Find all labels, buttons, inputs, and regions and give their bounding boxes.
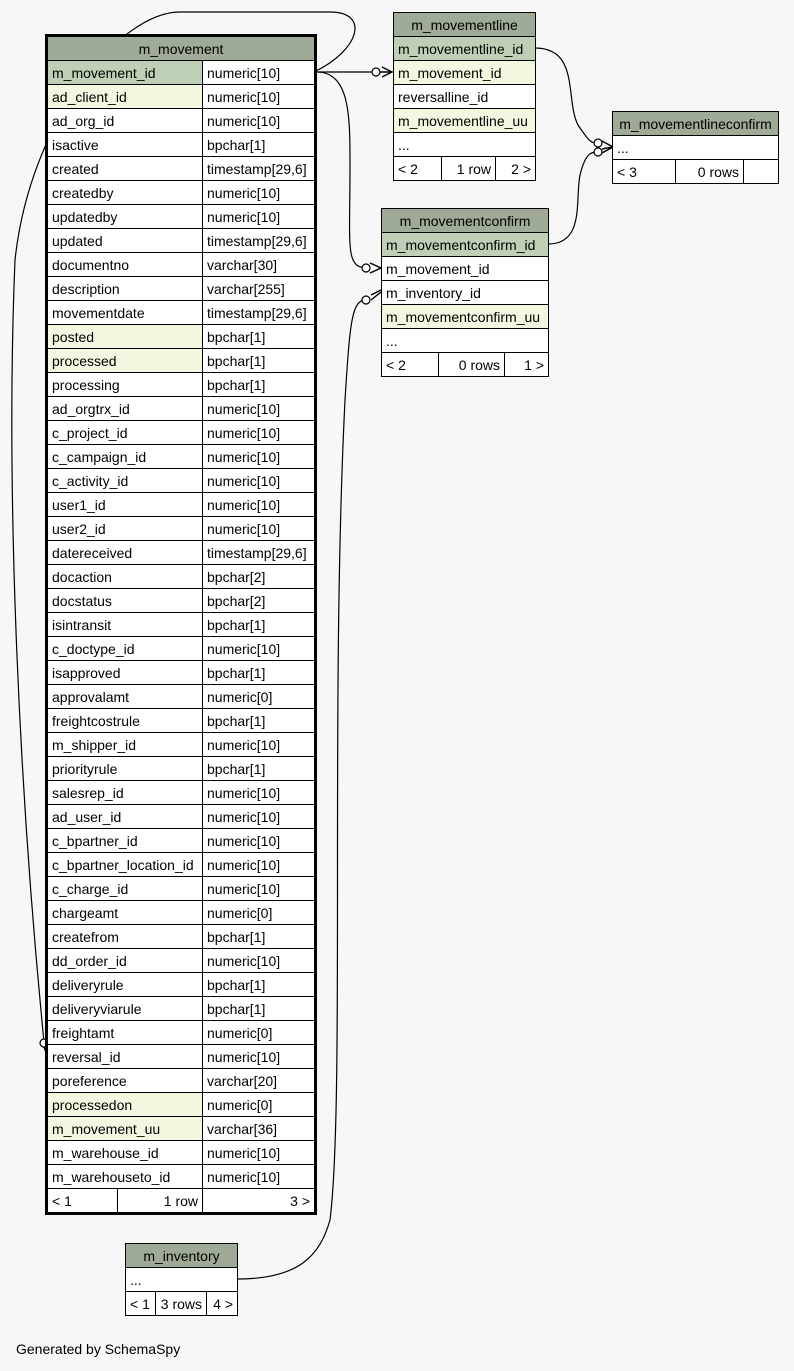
column-name: c_project_id	[48, 421, 203, 445]
column-type: numeric[10]	[203, 1045, 315, 1069]
column-type: varchar[30]	[203, 253, 315, 277]
column-type: numeric[10]	[203, 493, 315, 517]
table-m_inventory[interactable]	[125, 1243, 238, 1316]
column-name: c_bpartner_id	[48, 829, 203, 853]
edge-optional-marker	[594, 148, 602, 156]
column-name: ...	[394, 133, 536, 157]
column-type: numeric[10]	[203, 109, 315, 133]
column-name: created	[48, 157, 203, 181]
column-row[interactable]	[48, 661, 315, 685]
column-type: bpchar[1]	[203, 709, 315, 733]
column-name: createdby	[48, 181, 203, 205]
column-row[interactable]	[48, 685, 315, 709]
column-type: bpchar[1]	[203, 757, 315, 781]
column-type: timestamp[29,6]	[203, 301, 315, 325]
column-name: docstatus	[48, 589, 203, 613]
column-type: numeric[10]	[203, 733, 315, 757]
column-type: numeric[10]	[203, 1165, 315, 1189]
column-type: numeric[10]	[203, 445, 315, 469]
edge-movementconfirm-movement	[314, 72, 368, 268]
column-type: bpchar[1]	[203, 325, 315, 349]
column-name: m_movementline_id	[394, 37, 536, 61]
column-type: bpchar[1]	[203, 997, 315, 1021]
column-type: numeric[10]	[203, 781, 315, 805]
column-type: numeric[10]	[203, 877, 315, 901]
parents-count[interactable]: < 2	[382, 353, 439, 377]
column-type: bpchar[1]	[203, 133, 315, 157]
column-row[interactable]	[394, 133, 536, 157]
column-row[interactable]	[48, 1069, 315, 1093]
column-name: isapproved	[48, 661, 203, 685]
column-type: bpchar[1]	[203, 349, 315, 373]
table-footer-row	[382, 353, 549, 377]
column-name: poreference	[48, 1069, 203, 1093]
column-row[interactable]	[48, 397, 315, 421]
column-row[interactable]	[48, 1117, 315, 1141]
column-row[interactable]	[48, 1021, 315, 1045]
column-name: ad_user_id	[48, 805, 203, 829]
table-footer-row	[613, 160, 779, 184]
table-footer-row	[126, 1292, 238, 1316]
column-name: freightamt	[48, 1021, 203, 1045]
column-row[interactable]	[48, 1165, 315, 1189]
column-type: bpchar[1]	[203, 661, 315, 685]
column-row[interactable]	[48, 877, 315, 901]
column-type: numeric[10]	[203, 829, 315, 853]
column-name: isactive	[48, 133, 203, 157]
table-m_movementconfirm[interactable]	[381, 208, 549, 377]
column-row[interactable]	[382, 233, 549, 257]
column-type: timestamp[29,6]	[203, 541, 315, 565]
column-row[interactable]	[48, 277, 315, 301]
column-type: numeric[10]	[203, 61, 315, 85]
table-header-row	[48, 37, 315, 61]
column-name: m_movement_id	[394, 61, 536, 85]
column-type: bpchar[2]	[203, 565, 315, 589]
table-footer-row	[394, 157, 536, 181]
row-count: 3 rows	[156, 1292, 207, 1316]
column-row[interactable]	[48, 997, 315, 1021]
column-row[interactable]	[48, 493, 315, 517]
edge-movementlineconfirm-movementline	[535, 48, 597, 143]
column-type: bpchar[1]	[203, 613, 315, 637]
column-name: ad_org_id	[48, 109, 203, 133]
column-row[interactable]	[48, 325, 315, 349]
column-name: user2_id	[48, 517, 203, 541]
column-type: numeric[10]	[203, 181, 315, 205]
column-row[interactable]	[48, 181, 315, 205]
column-name: deliveryrule	[48, 973, 203, 997]
column-row[interactable]	[48, 589, 315, 613]
column-row[interactable]	[382, 329, 549, 353]
column-row[interactable]	[48, 973, 315, 997]
column-type: numeric[10]	[203, 637, 315, 661]
column-row[interactable]	[126, 1268, 238, 1292]
column-name: updated	[48, 229, 203, 253]
table-header-row	[126, 1244, 238, 1268]
column-row[interactable]	[48, 85, 315, 109]
column-row[interactable]	[48, 829, 315, 853]
column-row[interactable]	[48, 229, 315, 253]
column-name: createfrom	[48, 925, 203, 949]
column-name: reversalline_id	[394, 85, 536, 109]
column-name: m_movement_uu	[48, 1117, 203, 1141]
column-name: c_bpartner_location_id	[48, 853, 203, 877]
column-row[interactable]	[613, 136, 779, 160]
column-row[interactable]	[382, 305, 549, 329]
column-type: numeric[10]	[203, 949, 315, 973]
column-name: updatedby	[48, 205, 203, 229]
edge-crowfoot-marker	[380, 67, 392, 77]
generated-by-footer: Generated by SchemaSpy	[16, 1341, 181, 1357]
column-row[interactable]	[48, 421, 315, 445]
column-type: numeric[0]	[203, 901, 315, 925]
column-name: processed	[48, 349, 203, 373]
column-row[interactable]	[48, 709, 315, 733]
column-row[interactable]	[48, 853, 315, 877]
column-name: c_activity_id	[48, 469, 203, 493]
column-row[interactable]	[48, 205, 315, 229]
column-type: numeric[10]	[203, 205, 315, 229]
column-type: numeric[0]	[203, 1093, 315, 1117]
column-row[interactable]	[48, 445, 315, 469]
row-count: 1 row	[118, 1189, 203, 1213]
column-type: numeric[10]	[203, 1141, 315, 1165]
column-row[interactable]	[48, 805, 315, 829]
children-count[interactable]: 2 >	[496, 157, 536, 181]
column-row[interactable]	[48, 253, 315, 277]
column-row[interactable]	[48, 781, 315, 805]
table-name[interactable]: m_movementconfirm	[382, 209, 549, 233]
column-row[interactable]	[48, 949, 315, 973]
column-name: posted	[48, 325, 203, 349]
column-name: movementdate	[48, 301, 203, 325]
column-name: m_movement_id	[48, 61, 203, 85]
edge-crowfoot-marker	[370, 263, 381, 273]
table-name[interactable]: m_movementlineconfirm	[613, 112, 779, 136]
column-row[interactable]	[382, 257, 549, 281]
column-row[interactable]	[48, 349, 315, 373]
column-name: documentno	[48, 253, 203, 277]
column-name: ...	[382, 329, 549, 353]
column-row[interactable]	[394, 37, 536, 61]
column-name: datereceived	[48, 541, 203, 565]
column-name: freightcostrule	[48, 709, 203, 733]
column-row[interactable]	[382, 281, 549, 305]
column-row[interactable]	[48, 157, 315, 181]
column-type: bpchar[2]	[203, 589, 315, 613]
column-row[interactable]	[48, 565, 315, 589]
column-name: m_movementconfirm_id	[382, 233, 549, 257]
table-name[interactable]: m_movement	[48, 37, 315, 61]
column-name: salesrep_id	[48, 781, 203, 805]
edge-optional-marker	[372, 68, 380, 76]
table-name[interactable]: m_movementline	[394, 13, 536, 37]
column-name: approvalamt	[48, 685, 203, 709]
column-type: timestamp[29,6]	[203, 157, 315, 181]
column-name: ad_client_id	[48, 85, 203, 109]
column-type: numeric[10]	[203, 853, 315, 877]
column-type: varchar[255]	[203, 277, 315, 301]
table-m_movementlineconfirm[interactable]	[612, 111, 779, 184]
column-name: m_movement_id	[382, 257, 549, 281]
edge-optional-marker	[362, 264, 370, 272]
column-row[interactable]	[394, 85, 536, 109]
column-name: user1_id	[48, 493, 203, 517]
column-name: isintransit	[48, 613, 203, 637]
column-row[interactable]	[48, 61, 315, 85]
row-count: 0 rows	[676, 160, 744, 184]
edge-crowfoot-marker	[371, 290, 381, 300]
children-count[interactable]: 3 >	[203, 1189, 315, 1213]
column-name: c_campaign_id	[48, 445, 203, 469]
column-type: numeric[10]	[203, 397, 315, 421]
table-footer-row	[48, 1189, 315, 1213]
column-name: ...	[613, 136, 779, 160]
parents-count[interactable]: < 2	[394, 157, 442, 181]
children-count[interactable]	[744, 160, 779, 184]
column-row[interactable]	[48, 733, 315, 757]
column-row[interactable]	[48, 1045, 315, 1069]
children-count[interactable]: 1 >	[505, 353, 549, 377]
column-name: ...	[126, 1268, 238, 1292]
column-name: priorityrule	[48, 757, 203, 781]
table-header-row	[382, 209, 549, 233]
column-name: deliveryviarule	[48, 997, 203, 1021]
column-row[interactable]	[48, 925, 315, 949]
column-row[interactable]	[48, 469, 315, 493]
column-name: m_shipper_id	[48, 733, 203, 757]
column-row[interactable]	[48, 757, 315, 781]
column-type: varchar[36]	[203, 1117, 315, 1141]
column-name: chargeamt	[48, 901, 203, 925]
column-name: m_inventory_id	[382, 281, 549, 305]
column-type: numeric[10]	[203, 85, 315, 109]
edge-movementlineconfirm-movementconfirm	[548, 152, 597, 244]
column-name: m_movementline_uu	[394, 109, 536, 133]
table-name[interactable]: m_inventory	[126, 1244, 238, 1268]
column-name: ad_orgtrx_id	[48, 397, 203, 421]
column-row[interactable]	[48, 1141, 315, 1165]
column-row[interactable]	[394, 109, 536, 133]
column-type: bpchar[1]	[203, 373, 315, 397]
column-row[interactable]	[48, 613, 315, 637]
column-name: processing	[48, 373, 203, 397]
table-header-row	[613, 112, 779, 136]
edge-optional-marker	[594, 139, 602, 147]
row-count: 1 row	[442, 157, 496, 181]
column-row[interactable]	[48, 133, 315, 157]
column-name: reversal_id	[48, 1045, 203, 1069]
column-name: m_warehouse_id	[48, 1141, 203, 1165]
table-m_movementline[interactable]	[393, 12, 536, 181]
column-type: bpchar[1]	[203, 973, 315, 997]
column-name: dd_order_id	[48, 949, 203, 973]
column-row[interactable]	[48, 1093, 315, 1117]
column-name: c_charge_id	[48, 877, 203, 901]
column-row[interactable]	[48, 901, 315, 925]
column-type: numeric[0]	[203, 1021, 315, 1045]
parents-count[interactable]: < 3	[613, 160, 676, 184]
column-type: numeric[10]	[203, 805, 315, 829]
column-row[interactable]	[48, 517, 315, 541]
column-name: processedon	[48, 1093, 203, 1117]
edge-optional-marker	[362, 296, 370, 304]
column-type: numeric[10]	[203, 517, 315, 541]
column-type: varchar[20]	[203, 1069, 315, 1093]
parents-count[interactable]: < 1	[48, 1189, 118, 1213]
table-m_movement[interactable]	[47, 36, 315, 1213]
column-row[interactable]	[48, 109, 315, 133]
column-name: m_movementconfirm_uu	[382, 305, 549, 329]
column-type: timestamp[29,6]	[203, 229, 315, 253]
column-row[interactable]	[48, 541, 315, 565]
column-row[interactable]	[48, 637, 315, 661]
column-name: docaction	[48, 565, 203, 589]
children-count[interactable]: 4 >	[207, 1292, 238, 1316]
column-row[interactable]	[48, 373, 315, 397]
column-row[interactable]	[394, 61, 536, 85]
column-type: numeric[0]	[203, 685, 315, 709]
column-type: numeric[10]	[203, 469, 315, 493]
column-type: bpchar[1]	[203, 925, 315, 949]
column-row[interactable]	[48, 301, 315, 325]
parents-count[interactable]: < 1	[126, 1292, 156, 1316]
column-name: c_doctype_id	[48, 637, 203, 661]
row-count: 0 rows	[439, 353, 505, 377]
column-name: description	[48, 277, 203, 301]
column-name: m_warehouseto_id	[48, 1165, 203, 1189]
table-header-row	[394, 13, 536, 37]
column-type: numeric[10]	[203, 421, 315, 445]
